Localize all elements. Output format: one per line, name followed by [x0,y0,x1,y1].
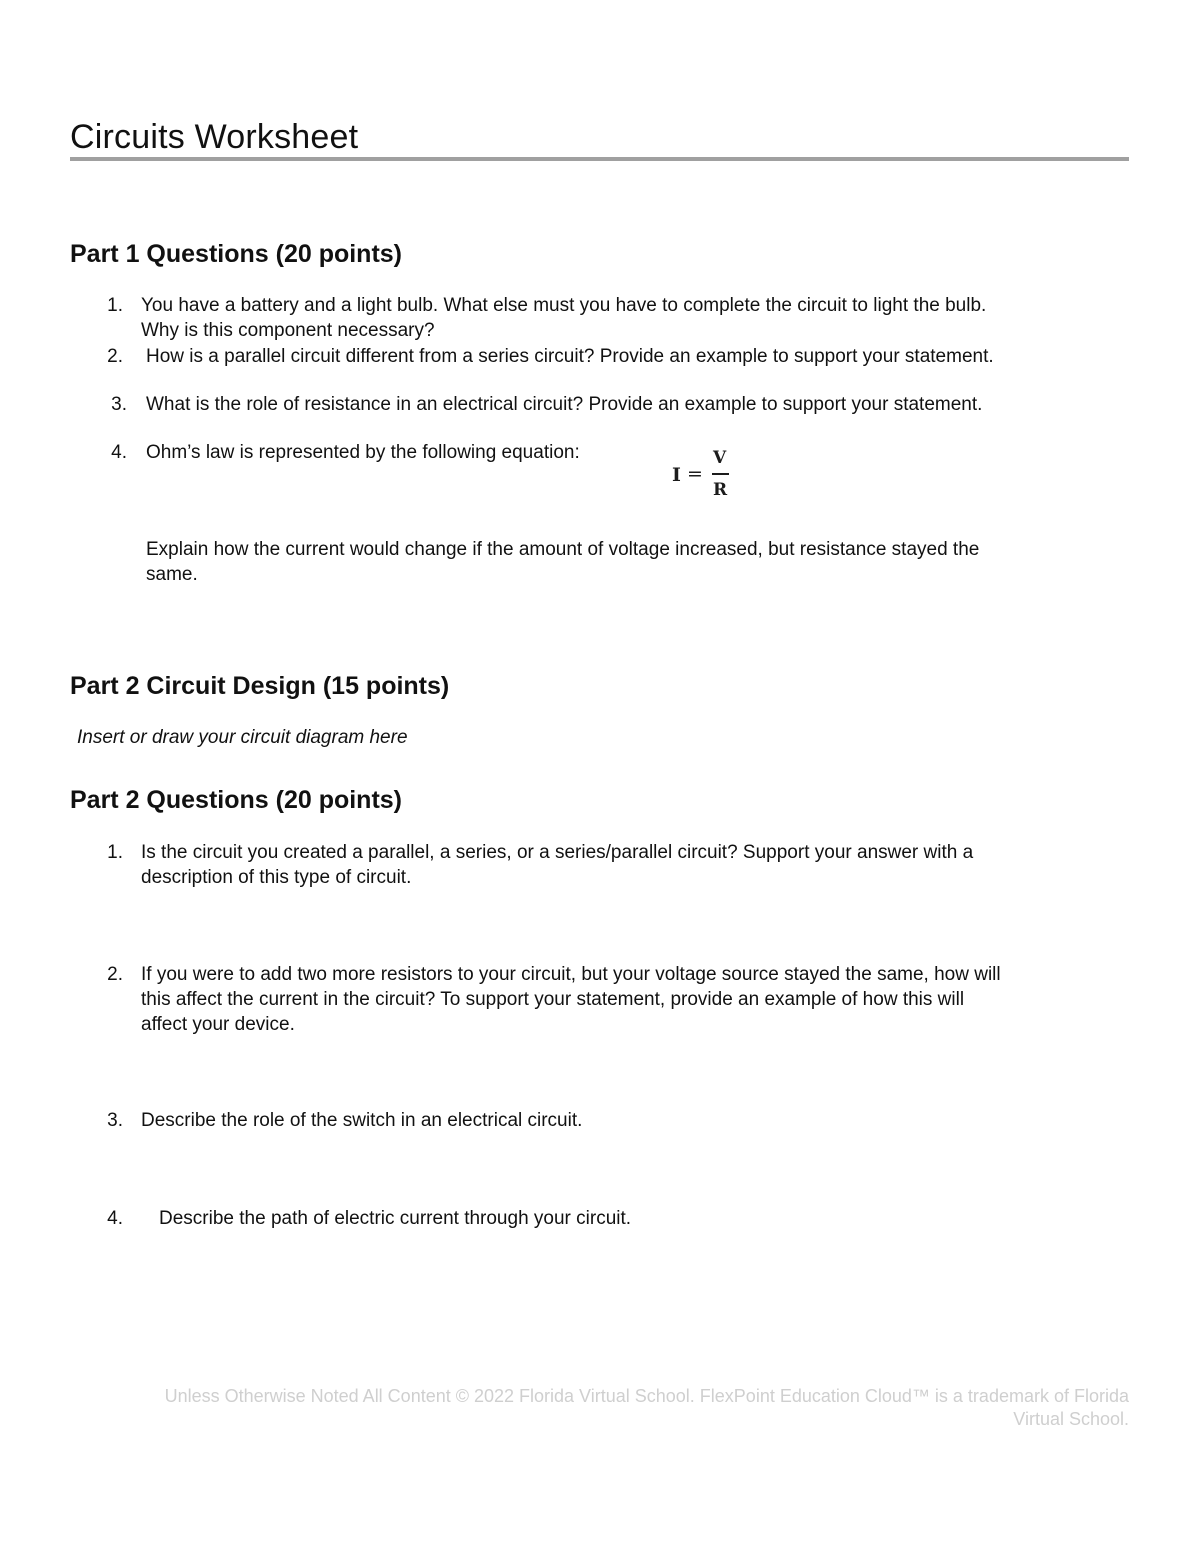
question-followup-text: Explain how the current would change if the amount of voltage increased, but resistance stayed the [146,539,980,560]
question-text: Describe the role of the switch in an electrical circuit. [141,1110,583,1131]
fraction-bar [712,473,729,475]
question-number: 3. [107,1110,123,1131]
document-title: Circuits Worksheet [70,118,359,156]
part1-heading: Part 1 Questions (20 points) [70,240,403,268]
question-number: 3. [111,394,127,415]
question-text: this affect the current in the circuit? To support your statement, provide an example of how this will [141,989,965,1010]
ohms-law-equation [672,446,734,502]
question-text: Ohm’s law is represented by the following equation: [146,442,580,463]
question-number: 2. [107,964,123,985]
equation-denominator: R [713,480,728,500]
part2-questions-heading: Part 2 Questions (20 points) [70,786,403,814]
question-number: 1. [107,295,123,316]
question-followup-text: same. [146,564,198,585]
question-text: description of this type of circuit. [141,867,412,888]
question-text: If you were to add two more resistors to your circuit, but your voltage source stayed the same, how will [141,964,1001,985]
equation-current-symbol: I [672,464,681,486]
part2-design-heading: Part 2 Circuit Design (15 points) [70,672,450,700]
footer-line: Unless Otherwise Noted All Content © 2022 Florida Virtual School. FlexPoint Education Cloud™ is a trademark of Florida [164,1386,1129,1406]
question-text: You have a battery and a light bulb. What else must you have to complete the circuit to light the bulb. [141,295,987,316]
question-text: What is the role of resistance in an electrical circuit? Provide an example to support your statement. [146,394,983,415]
circuit-diagram-prompt: Insert or draw your circuit diagram here [77,727,408,748]
question-number: 1. [107,842,123,863]
question-number: 4. [107,1208,123,1229]
question-text: Is the circuit you created a parallel, a series, or a series/parallel circuit? Support your answer with a [141,842,974,863]
question-text: How is a parallel circuit different from a series circuit? Provide an example to support your statement. [146,346,994,367]
question-text: affect your device. [141,1014,295,1035]
copyright-footer [70,1385,1129,1431]
question-number: 4. [111,442,127,463]
title-underline [70,157,1129,161]
equation-numerator: V [713,448,727,468]
footer-line: Virtual School. [1013,1409,1129,1429]
question-text: Describe the path of electric current through your circuit. [159,1208,632,1229]
equation-equals-sign: = [687,463,703,485]
question-text: Why is this component necessary? [141,320,435,341]
question-number: 2. [107,346,123,367]
